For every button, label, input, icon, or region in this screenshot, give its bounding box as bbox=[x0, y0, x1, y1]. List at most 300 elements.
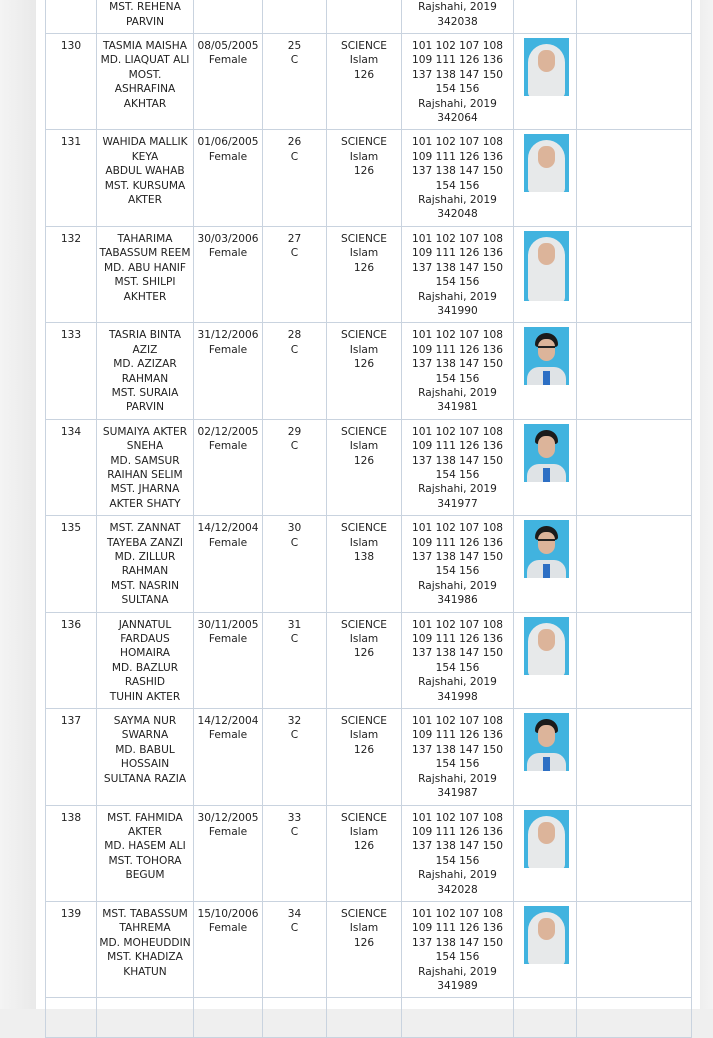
dob-cell bbox=[194, 0, 263, 34]
group-cell bbox=[327, 612, 402, 708]
roll-number: 25 bbox=[287, 40, 302, 52]
section: C bbox=[290, 440, 299, 453]
name-line: MST. TOHORA bbox=[108, 854, 182, 867]
name-line: MD. BAZLUR bbox=[111, 661, 179, 674]
subject-codes-line: 154 156 bbox=[435, 372, 480, 385]
optional-subject: 126 bbox=[353, 261, 375, 274]
roll-cell bbox=[263, 709, 327, 805]
student-photo bbox=[524, 327, 569, 385]
subjects-cell bbox=[402, 805, 514, 901]
registration-number: 341989 bbox=[437, 979, 478, 992]
photo-cell bbox=[514, 323, 577, 419]
serial-cell bbox=[46, 419, 97, 515]
photo-cell bbox=[514, 709, 577, 805]
optional-subject: 126 bbox=[353, 647, 375, 660]
gender: Female bbox=[208, 150, 248, 163]
name-line: MD. HASEM ALI bbox=[104, 840, 186, 853]
religion: Islam bbox=[349, 633, 379, 646]
name-line: TAHARIMA bbox=[117, 232, 173, 245]
date-of-birth: 08/05/2005 bbox=[197, 40, 259, 52]
roll-number: 27 bbox=[287, 232, 302, 245]
name-cell bbox=[97, 805, 194, 901]
name-line: AZIZ bbox=[132, 343, 158, 356]
subject-codes-line: 137 138 147 150 bbox=[412, 261, 503, 274]
empty-cell bbox=[46, 998, 97, 1038]
roll-cell bbox=[263, 612, 327, 708]
registration-number: 341981 bbox=[437, 401, 478, 414]
registration-number: 341987 bbox=[437, 787, 478, 800]
name-line: SUMAIYA AKTER bbox=[102, 425, 188, 438]
religion: Islam bbox=[349, 150, 379, 163]
name-line: RAHMAN bbox=[121, 565, 169, 578]
roll-cell bbox=[263, 516, 327, 612]
name-line: KHATUN bbox=[123, 965, 167, 978]
subject-codes-line: 137 138 147 150 bbox=[412, 165, 503, 178]
date-of-birth: 01/06/2005 bbox=[197, 136, 259, 149]
results-sheet bbox=[36, 0, 700, 1009]
serial-cell bbox=[46, 130, 97, 226]
serial-number: 134 bbox=[60, 425, 82, 438]
subjects-cell bbox=[402, 0, 514, 34]
photo-cell bbox=[514, 34, 577, 130]
dob-cell bbox=[194, 901, 263, 997]
table-row-132 bbox=[46, 226, 692, 322]
subject-codes-line: 101 102 107 108 bbox=[412, 907, 503, 920]
name-cell bbox=[97, 34, 194, 130]
section: C bbox=[290, 150, 299, 163]
group: SCIENCE bbox=[341, 907, 387, 920]
name-line: TASRIA BINTA bbox=[109, 329, 181, 342]
dob-cell bbox=[194, 226, 263, 322]
subject-codes-line: 109 111 126 136 bbox=[412, 150, 503, 163]
gender: Female bbox=[208, 922, 248, 935]
group: SCIENCE bbox=[341, 811, 387, 824]
section: C bbox=[290, 54, 299, 67]
name-line: AKHTER bbox=[123, 290, 167, 303]
serial-number: 132 bbox=[60, 232, 82, 245]
registration-number: 341977 bbox=[437, 497, 478, 510]
group: SCIENCE bbox=[341, 618, 387, 631]
photo-cell bbox=[514, 130, 577, 226]
roll-cell bbox=[263, 34, 327, 130]
name-cell bbox=[97, 323, 194, 419]
group: SCIENCE bbox=[341, 136, 387, 149]
board-year: Rajshahi, 2019 bbox=[418, 483, 497, 496]
name-line: MST. REHENA bbox=[109, 1, 181, 14]
subject-codes-line: 101 102 107 108 bbox=[412, 522, 503, 535]
subject-codes-line: 137 138 147 150 bbox=[412, 743, 503, 756]
board-year: Rajshahi, 2019 bbox=[418, 676, 497, 689]
subject-codes-line: 109 111 126 136 bbox=[412, 729, 503, 742]
roll-cell bbox=[263, 0, 327, 34]
subject-codes-line: 109 111 126 136 bbox=[412, 922, 503, 935]
board-year: Rajshahi, 2019 bbox=[418, 1, 497, 14]
remarks-cell bbox=[577, 709, 692, 805]
board-year: Rajshahi, 2019 bbox=[418, 386, 497, 399]
subjects-cell bbox=[402, 612, 514, 708]
table-row-137 bbox=[46, 709, 692, 805]
page-scrollbar-track[interactable] bbox=[700, 0, 713, 1009]
table-row-133 bbox=[46, 323, 692, 419]
serial-number: 135 bbox=[60, 522, 82, 535]
empty-cell bbox=[327, 998, 402, 1038]
name-line: ASHRAFINA bbox=[114, 83, 176, 96]
serial-cell bbox=[46, 612, 97, 708]
student-photo bbox=[524, 134, 569, 192]
roll-number: 31 bbox=[287, 618, 302, 631]
subjects-cell bbox=[402, 709, 514, 805]
table-row-139 bbox=[46, 901, 692, 997]
name-line: AKTER bbox=[128, 825, 162, 838]
name-line: SULTANA bbox=[121, 594, 169, 607]
gender: Female bbox=[208, 343, 248, 356]
name-line: MST. KHADIZA bbox=[107, 951, 183, 964]
subject-codes-line: 137 138 147 150 bbox=[412, 68, 503, 81]
name-line: AKTER bbox=[128, 194, 162, 207]
subject-codes-line: 101 102 107 108 bbox=[412, 232, 503, 245]
photo-face bbox=[538, 918, 555, 940]
religion: Islam bbox=[349, 54, 379, 67]
group-cell bbox=[327, 709, 402, 805]
subject-codes-line: 137 138 147 150 bbox=[412, 647, 503, 660]
section: C bbox=[290, 825, 299, 838]
name-line: ABDUL WAHAB bbox=[105, 165, 185, 178]
registration-number: 342064 bbox=[437, 112, 478, 125]
subject-codes-line: 109 111 126 136 bbox=[412, 343, 503, 356]
roll-cell bbox=[263, 901, 327, 997]
remarks-cell bbox=[577, 516, 692, 612]
student-photo bbox=[524, 231, 569, 301]
dob-cell bbox=[194, 34, 263, 130]
roll-cell bbox=[263, 323, 327, 419]
subject-codes-line: 109 111 126 136 bbox=[412, 247, 503, 260]
subject-codes-line: 109 111 126 136 bbox=[412, 536, 503, 549]
remarks-cell bbox=[577, 323, 692, 419]
group: SCIENCE bbox=[341, 425, 387, 438]
empty-cell bbox=[263, 998, 327, 1038]
serial-number: 137 bbox=[60, 715, 82, 728]
empty-cell bbox=[402, 998, 514, 1038]
name-line: MST. NASRIN bbox=[110, 579, 180, 592]
dob-cell bbox=[194, 612, 263, 708]
name-line: MD. SAMSUR bbox=[110, 454, 180, 467]
name-line: HOSSAIN bbox=[120, 758, 170, 771]
group: SCIENCE bbox=[341, 715, 387, 728]
serial-cell bbox=[46, 805, 97, 901]
subject-codes-line: 154 156 bbox=[435, 276, 480, 289]
optional-subject: 126 bbox=[353, 68, 375, 81]
name-line: MD. ZILLUR bbox=[114, 551, 176, 563]
religion: Islam bbox=[349, 440, 379, 453]
registration-number: 341998 bbox=[437, 690, 478, 703]
registration-number: 341990 bbox=[437, 304, 478, 317]
roll-number: 32 bbox=[287, 715, 302, 728]
serial-cell bbox=[46, 901, 97, 997]
registration-number: 342048 bbox=[437, 208, 478, 221]
section: C bbox=[290, 633, 299, 646]
serial-number: 138 bbox=[60, 811, 82, 824]
name-line: AKTER SHATY bbox=[109, 497, 181, 510]
remarks-cell bbox=[577, 226, 692, 322]
gender: Female bbox=[208, 247, 248, 260]
board-year: Rajshahi, 2019 bbox=[418, 194, 497, 207]
name-cell bbox=[97, 901, 194, 997]
serial-number: 133 bbox=[60, 329, 82, 342]
name-line: WAHIDA MALLIK bbox=[102, 136, 188, 149]
dob-cell bbox=[194, 419, 263, 515]
subjects-cell bbox=[402, 323, 514, 419]
date-of-birth: 30/11/2005 bbox=[197, 618, 259, 631]
name-line: RAHMAN bbox=[121, 372, 169, 385]
religion: Islam bbox=[349, 536, 379, 549]
photo-face bbox=[538, 146, 555, 168]
subject-codes-line: 109 111 126 136 bbox=[412, 825, 503, 838]
board-year: Rajshahi, 2019 bbox=[418, 97, 497, 110]
name-line: FARDAUS bbox=[120, 633, 170, 646]
roll-number: 33 bbox=[287, 811, 302, 824]
table-row-138 bbox=[46, 805, 692, 901]
serial-cell bbox=[46, 516, 97, 612]
group-cell bbox=[327, 419, 402, 515]
photo-cell bbox=[514, 612, 577, 708]
remarks-cell bbox=[577, 0, 692, 34]
subject-codes-line: 137 138 147 150 bbox=[412, 840, 503, 853]
student-photo bbox=[524, 906, 569, 964]
name-line: HOMAIRA bbox=[120, 647, 170, 660]
subject-codes-line: 101 102 107 108 bbox=[412, 618, 503, 631]
religion: Islam bbox=[349, 729, 379, 742]
name-line: MST. KURSUMA bbox=[104, 179, 186, 192]
group: SCIENCE bbox=[341, 40, 387, 52]
group-cell bbox=[327, 130, 402, 226]
subject-codes-line: 101 102 107 108 bbox=[412, 425, 503, 438]
name-line: MST. SHILPI bbox=[114, 276, 176, 289]
name-line: MST. TABASSUM bbox=[102, 907, 188, 920]
photo-collar bbox=[543, 468, 550, 482]
subject-codes-line: 154 156 bbox=[435, 854, 480, 867]
table-row-131 bbox=[46, 130, 692, 226]
name-line: TAYEBA ZANZI bbox=[107, 536, 183, 549]
student-photo bbox=[524, 713, 569, 771]
serial-cell bbox=[46, 709, 97, 805]
photo-glasses bbox=[538, 346, 555, 352]
photo-face bbox=[538, 436, 555, 458]
dob-cell bbox=[194, 323, 263, 419]
religion: Islam bbox=[349, 825, 379, 838]
name-cell bbox=[97, 419, 194, 515]
name-cell bbox=[97, 0, 194, 34]
subject-codes-line: 101 102 107 108 bbox=[412, 329, 503, 342]
group-cell bbox=[327, 805, 402, 901]
subject-codes-line: 137 138 147 150 bbox=[412, 358, 503, 371]
student-results-table bbox=[45, 0, 692, 1038]
subjects-cell bbox=[402, 516, 514, 612]
remarks-cell bbox=[577, 805, 692, 901]
name-cell bbox=[97, 226, 194, 322]
photo-face bbox=[538, 822, 555, 844]
subject-codes-line: 101 102 107 108 bbox=[412, 136, 503, 149]
table-row-130 bbox=[46, 34, 692, 130]
gender: Female bbox=[208, 440, 248, 453]
subject-codes-line: 137 138 147 150 bbox=[412, 936, 503, 949]
empty-cell bbox=[194, 998, 263, 1038]
group-cell bbox=[327, 0, 402, 34]
name-line: MD. ABU HANIF bbox=[103, 261, 187, 274]
name-line: TABASSUM REEM bbox=[99, 247, 191, 260]
subject-codes-line: 137 138 147 150 bbox=[412, 454, 503, 467]
student-photo bbox=[524, 810, 569, 868]
gender: Female bbox=[208, 536, 248, 549]
student-photo bbox=[524, 617, 569, 675]
photo-collar bbox=[543, 564, 550, 578]
table-row-previous bbox=[46, 0, 692, 34]
subject-codes-line: 154 156 bbox=[435, 179, 480, 192]
name-line: SWARNA bbox=[121, 729, 169, 742]
dob-cell bbox=[194, 516, 263, 612]
name-line: SULTANA RAZIA bbox=[103, 772, 187, 785]
name-line: RAIHAN SELIM bbox=[107, 468, 183, 481]
gender: Female bbox=[208, 54, 248, 67]
date-of-birth: 30/12/2005 bbox=[197, 811, 259, 824]
name-line: SAYMA NUR bbox=[113, 715, 177, 728]
photo-face bbox=[538, 725, 555, 747]
table-row-next bbox=[46, 998, 692, 1038]
group: SCIENCE bbox=[341, 232, 387, 245]
name-line: BEGUM bbox=[125, 869, 165, 882]
group-cell bbox=[327, 516, 402, 612]
serial-number: 136 bbox=[60, 618, 82, 631]
serial-number: 139 bbox=[60, 907, 82, 920]
roll-cell bbox=[263, 805, 327, 901]
roll-cell bbox=[263, 130, 327, 226]
name-line: MD. MOHEUDDIN bbox=[99, 936, 191, 949]
dob-cell bbox=[194, 709, 263, 805]
table-row-135 bbox=[46, 516, 692, 612]
group: SCIENCE bbox=[341, 522, 387, 535]
remarks-cell bbox=[577, 901, 692, 997]
roll-cell bbox=[263, 419, 327, 515]
name-cell bbox=[97, 516, 194, 612]
name-line: RASHID bbox=[124, 676, 166, 689]
name-line: TASMIA MAISHA bbox=[103, 40, 187, 52]
group-cell bbox=[327, 226, 402, 322]
subject-codes-line: 137 138 147 150 bbox=[412, 551, 503, 563]
subject-codes-line: 154 156 bbox=[435, 565, 480, 578]
date-of-birth: 15/10/2006 bbox=[197, 907, 259, 920]
gender: Female bbox=[208, 633, 248, 646]
section: C bbox=[290, 247, 299, 260]
board-year: Rajshahi, 2019 bbox=[418, 579, 497, 592]
subject-codes-line: 154 156 bbox=[435, 83, 480, 96]
serial-number: 131 bbox=[60, 136, 82, 149]
photo-face bbox=[538, 629, 555, 651]
section: C bbox=[290, 922, 299, 935]
name-line: KEYA bbox=[131, 150, 159, 163]
student-photo bbox=[524, 520, 569, 578]
name-line: JANNATUL bbox=[118, 618, 172, 631]
remarks-cell bbox=[577, 130, 692, 226]
optional-subject: 126 bbox=[353, 358, 375, 371]
photo-cell bbox=[514, 901, 577, 997]
subjects-cell bbox=[402, 34, 514, 130]
photo-collar bbox=[543, 757, 550, 771]
subjects-cell bbox=[402, 419, 514, 515]
name-line: MD. BABUL bbox=[115, 743, 175, 756]
group-cell bbox=[327, 323, 402, 419]
photo-cell bbox=[514, 226, 577, 322]
name-line: MST. JHARNA bbox=[110, 483, 180, 496]
subject-codes-line: 109 111 126 136 bbox=[412, 440, 503, 453]
group-cell bbox=[327, 34, 402, 130]
photo-cell bbox=[514, 516, 577, 612]
subject-codes-line: 101 102 107 108 bbox=[412, 40, 503, 52]
roll-number: 28 bbox=[287, 329, 302, 342]
photo-face bbox=[538, 243, 555, 265]
name-line: TUHIN AKTER bbox=[109, 690, 181, 703]
subject-codes-line: 101 102 107 108 bbox=[412, 715, 503, 728]
optional-subject: 138 bbox=[353, 551, 375, 563]
serial-cell bbox=[46, 226, 97, 322]
date-of-birth: 30/03/2006 bbox=[197, 232, 259, 245]
serial-cell bbox=[46, 323, 97, 419]
section: C bbox=[290, 729, 299, 742]
section: C bbox=[290, 536, 299, 549]
remarks-cell bbox=[577, 612, 692, 708]
optional-subject: 126 bbox=[353, 743, 375, 756]
empty-cell bbox=[577, 998, 692, 1038]
religion: Islam bbox=[349, 247, 379, 260]
student-photo bbox=[524, 424, 569, 482]
photo-glasses bbox=[538, 539, 555, 545]
roll-number: 26 bbox=[287, 136, 302, 149]
board-year: Rajshahi, 2019 bbox=[418, 965, 497, 978]
table-row-134 bbox=[46, 419, 692, 515]
name-line: TAHREMA bbox=[119, 922, 171, 935]
name-line: MST. ZANNAT bbox=[109, 522, 181, 535]
roll-cell bbox=[263, 226, 327, 322]
date-of-birth: 14/12/2004 bbox=[197, 522, 259, 535]
religion: Islam bbox=[349, 343, 379, 356]
subject-codes-line: 154 156 bbox=[435, 758, 480, 771]
subject-codes-line: 109 111 126 136 bbox=[412, 633, 503, 646]
name-line: MST. SURAIA bbox=[111, 386, 179, 399]
optional-subject: 126 bbox=[353, 840, 375, 853]
remarks-cell bbox=[577, 419, 692, 515]
name-line: PARVIN bbox=[125, 401, 165, 414]
subjects-cell bbox=[402, 901, 514, 997]
roll-number: 34 bbox=[287, 907, 302, 920]
subjects-cell bbox=[402, 226, 514, 322]
dob-cell bbox=[194, 805, 263, 901]
page-margin-left bbox=[0, 0, 36, 1009]
dob-cell bbox=[194, 130, 263, 226]
roll-number: 29 bbox=[287, 425, 302, 438]
photo-cell bbox=[514, 0, 577, 34]
photo-cell bbox=[514, 805, 577, 901]
name-line: MD. AZIZAR bbox=[113, 358, 177, 371]
name-line: AKHTAR bbox=[123, 97, 167, 110]
subject-codes-line: 154 156 bbox=[435, 951, 480, 964]
registration-number: 341986 bbox=[437, 594, 478, 607]
board-year: Rajshahi, 2019 bbox=[418, 869, 497, 882]
board-year: Rajshahi, 2019 bbox=[418, 772, 497, 785]
name-line: MD. LIAQUAT ALI bbox=[100, 54, 190, 67]
serial-cell bbox=[46, 34, 97, 130]
registration-number: 342038 bbox=[437, 15, 478, 28]
section: C bbox=[290, 343, 299, 356]
photo-face bbox=[538, 50, 555, 72]
board-year: Rajshahi, 2019 bbox=[418, 290, 497, 303]
